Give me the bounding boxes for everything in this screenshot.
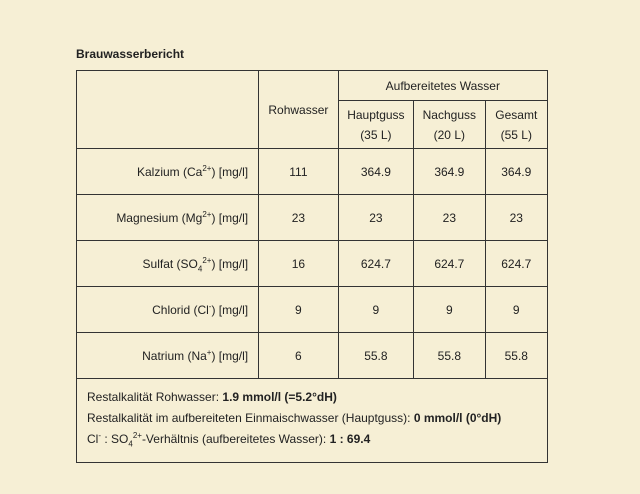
cell-total: 55.8	[485, 333, 547, 379]
header-total-volume: (55 L)	[500, 127, 532, 142]
row-label-magnesium: Magnesium $(Mg^{2+})$ [mg/l]	[77, 195, 259, 241]
table-row	[77, 333, 548, 379]
residual-alkalinity-treated: Restalkalität im aufbereiteten Einmaischwasser (Hauptguss): 0 mmol/l (0°dH)	[87, 411, 502, 425]
summary-row	[77, 379, 548, 463]
residual-alkalinity-raw: Restalkalität Rohwasser: 1.9 mmol/l (=5.2°dH)	[87, 390, 337, 404]
cell-after: 364.9	[414, 149, 485, 195]
table-row	[77, 241, 548, 287]
cell-main: 364.9	[338, 149, 413, 195]
cell-raw: 23	[259, 195, 339, 241]
cell-total: 23	[485, 195, 547, 241]
cell-raw: 111	[259, 149, 339, 195]
cell-after: 55.8	[414, 333, 485, 379]
header-main-volume: (35 L)	[360, 127, 392, 142]
header-treated-water: Aufbereitetes Wasser	[338, 71, 547, 101]
cell-main: 9	[338, 287, 413, 333]
row-label-sulfate: Sulfat $(SO_4^{2+})$ [mg/l]	[77, 241, 259, 287]
cell-after: 9	[414, 287, 485, 333]
header-total-label: Gesamt	[495, 107, 538, 122]
header-main-label: Hauptguss	[347, 107, 405, 122]
row-label-chloride: Chlorid (Cl-) [mg/l]	[77, 287, 259, 333]
header-total	[485, 101, 547, 149]
water-report	[76, 46, 548, 463]
header-row-1	[77, 71, 548, 101]
header-raw-water: Rohwasser	[259, 71, 339, 149]
header-sparge	[414, 101, 485, 149]
table-row	[77, 149, 548, 195]
cell-raw: 16	[259, 241, 339, 287]
cell-main: 55.8	[338, 333, 413, 379]
cell-raw: 9	[259, 287, 339, 333]
cell-main: 23	[338, 195, 413, 241]
cell-total: 624.7	[485, 241, 547, 287]
table-row	[77, 287, 548, 333]
water-table	[76, 70, 548, 463]
row-label-sodium: Natrium (Na+) [mg/l]	[77, 333, 259, 379]
summary-cell	[77, 379, 548, 463]
chloride-sulfate-ratio: Cl- : $SO_4^{2+}$-Verhältnis (aufbereitetes Wasser): 1 : 69.4	[87, 431, 371, 449]
header-main-mash	[338, 101, 413, 149]
cell-raw: 6	[259, 333, 339, 379]
table-row	[77, 195, 548, 241]
cell-total: 364.9	[485, 149, 547, 195]
cell-after: 624.7	[414, 241, 485, 287]
cell-main: 624.7	[338, 241, 413, 287]
header-empty-cell	[77, 71, 259, 149]
row-label-calcium: Kalzium $(Ca^{2+})$ [mg/l]	[77, 149, 259, 195]
cell-total: 9	[485, 287, 547, 333]
cell-after: 23	[414, 195, 485, 241]
header-after-label: Nachguss	[422, 107, 477, 122]
header-after-volume: (20 L)	[433, 127, 465, 142]
report-title: Brauwasserbericht	[76, 47, 185, 61]
